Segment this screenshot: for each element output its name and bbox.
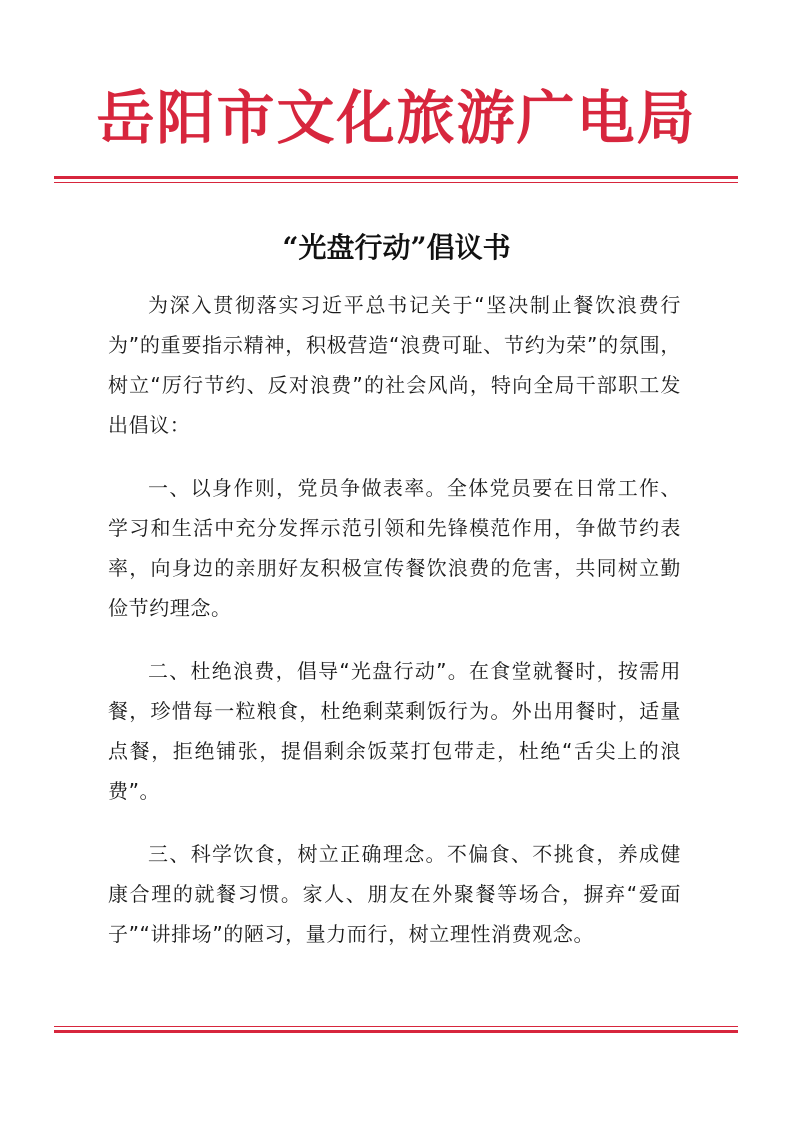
letterhead-title: 岳阳市文化旅游广电局 — [96, 84, 697, 152]
point-one-paragraph: 一、以身作则，党员争做表率。全体党员要在日常工作、学习和生活中充分发挥示范引领和先锋模范作用，争做节约表率，向身边的亲朋好友积极宣传餐饮浪费的危害，共同树立勤俭节约理念。 — [108, 476, 681, 620]
divider-thin-line — [54, 182, 738, 183]
point-three-paragraph: 三、科学饮食，树立正确理念。不偏食、不挑食，养成健康合理的就餐习惯。家人、朋友在外聚餐等场合，摒弃“爱面子”“讲排场”的陋习，量力而行，树立理性消费观念。 — [108, 842, 681, 946]
letterhead-divider-top — [54, 176, 738, 183]
divider-thick-line — [54, 1030, 738, 1033]
document-body — [108, 285, 681, 977]
document-title: “光盘行动”倡议书 — [282, 231, 511, 264]
intro-paragraph: 为深入贯彻落实习近平总书记关于“坚决制止餐饮浪费行为”的重要指示精神，积极营造“浪费可耻、节约为荣”的氛围，树立“厉行节约、反对浪费”的社会风尚，特向全局干部职工发出倡议： — [108, 293, 681, 437]
point-two-paragraph: 二、杜绝浪费，倡导“光盘行动”。在食堂就餐时，按需用餐，珍惜每一粒粮食，杜绝剩菜剩饭行为。外出用餐时，适量点餐，拒绝铺张，提倡剩余饭菜打包带走，杜绝“舌尖上的浪费”。 — [108, 659, 681, 803]
divider-thin-line — [54, 1026, 738, 1027]
divider-thick-line — [54, 176, 738, 179]
footer-divider — [54, 1026, 738, 1033]
